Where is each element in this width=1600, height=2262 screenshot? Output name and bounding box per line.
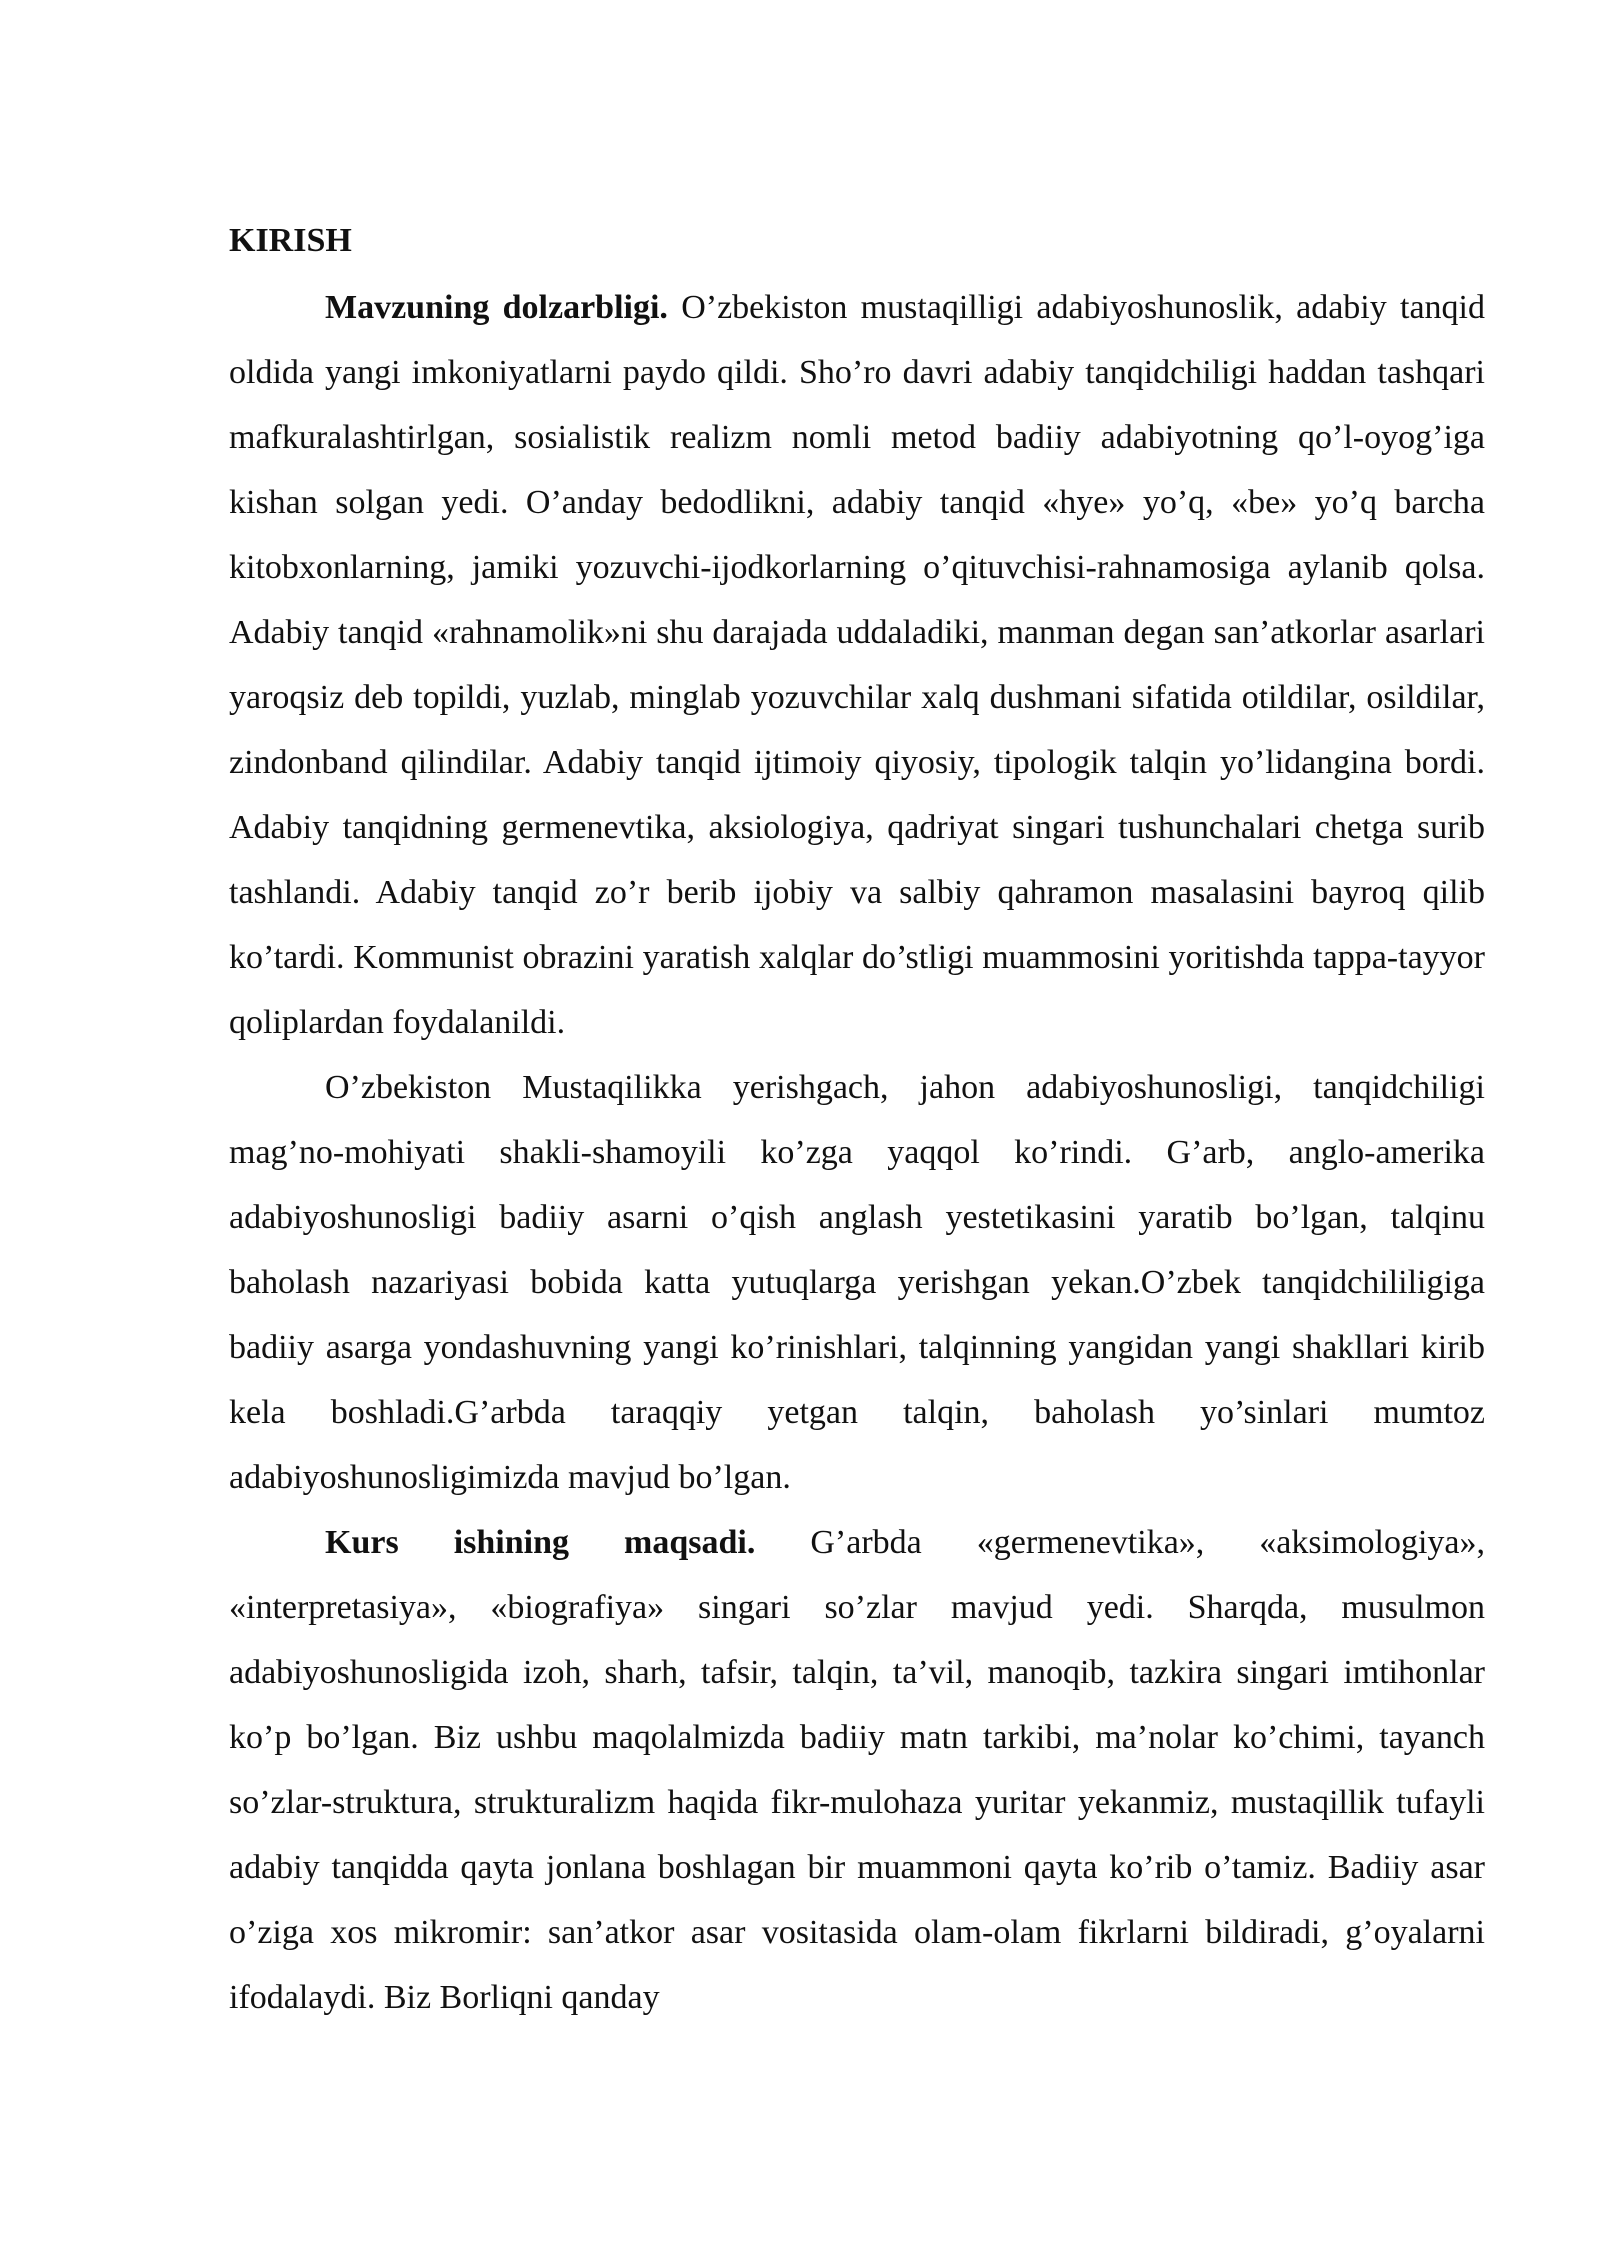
paragraph-text-goal: G’arbda «germenevtika», «aksimologiya», «interpretasiya», «biografiya» singari so’zlar mavjud yedi. Sharqda, musulmon adabiyoshunosligida izoh, sharh, tafsir, talqin, ta’vil, manoqib, tazkira singari imtihonlar ko’p bo’lgan. Biz ushbu maqolalmizda badiiy matn tarkibi, ma’nolar ko’chimi, tayanch so’zlar-struktura, strukturalizm haqida fikr-mulohaza yuritar yekanmiz, mustaqillik tufayli adabiy tanqidda qayta jonlana boshlagan bir muammoni qayta ko’rib o’tamiz. Badiiy asar o’ziga xos mikromir: san’atkor asar vositasida olam-olam fikrlarni bildiradi, g’oyalarni ifodalaydi. Biz Borliqni qanday — [229, 1524, 1486, 2016]
section-heading: KIRISH — [229, 222, 352, 259]
paragraph-independence — [229, 1055, 1485, 1510]
paragraph-goal — [229, 1510, 1485, 2030]
paragraph-text-independence: O’zbekiston Mustaqilikka yerishgach, jahon adabiyoshunosligi, tanqidchiligi mag’no-mohiyati shakli-shamoyili ko’zga yaqqol ko’rindi. G’arb, anglo-amerika adabiyoshunosligi badiiy asarni o’qish anglash yestetikasini yaratib bo’lgan, talqinu baholash nazariyasi bobida katta yutuqlarga yerishgan yekan.O’zbek tanqidchililigiga badiiy asarga yondashuvning yangi ko’rinishlari, talqinning yangidan yangi shakllari kirib kela boshladi.G’arbda taraqqiy yetgan talqin, baholash yo’sinlari mumtoz adabiyoshunosligimizda mavjud bo’lgan. — [229, 1069, 1485, 1496]
paragraph-relevance — [229, 275, 1485, 1055]
document-page — [229, 218, 1485, 2030]
paragraph-lead-relevance: Mavzuning dolzarbligi. — [325, 289, 668, 326]
paragraph-text-relevance: O’zbekiston mustaqilligi adabiyoshunoslik, adabiy tanqid oldida yangi imkoniyatlarni paydo qildi. Sho’ro davri adabiy tanqidchiligi haddan tashqari mafkuralashtirlgan, sosialistik realizm nomli metod badiiy adabiyotning qo’l-oyog’iga kishan solgan yedi. O’anday bedodlikni, adabiy tanqid «hye» yo’q, «be» yo’q barcha kitobxonlarning, jamiki yozuvchi-ijodkorlarning o’qituvchisi-rahnamosiga aylanib qolsa. Adabiy tanqid «rahnamolik»ni shu darajada uddaladiki, manman degan san’atkorlar asarlari yaroqsiz deb topildi, yuzlab, minglab yozuvchilar xalq dushmani sifatida otildilar, osildilar, zindonband qilindilar. Adabiy tanqid ijtimoiy qiyosiy, tipologik talqin yo’lidangina bordi. Adabiy tanqidning germenevtika, aksiologiya, qadriyat singari tushunchalari chetga surib tashlandi. Adabiy tanqid zo’r berib ijobiy va salbiy qahramon masalasini bayroq qilib ko’tardi. Kommunist obrazini yaratish xalqlar do’stligi muammosini yoritishda tappa-tayyor qoliplardan foydalanildi. — [229, 289, 1485, 1041]
paragraph-lead-goal: Kurs ishining maqsadi. — [325, 1524, 756, 1561]
